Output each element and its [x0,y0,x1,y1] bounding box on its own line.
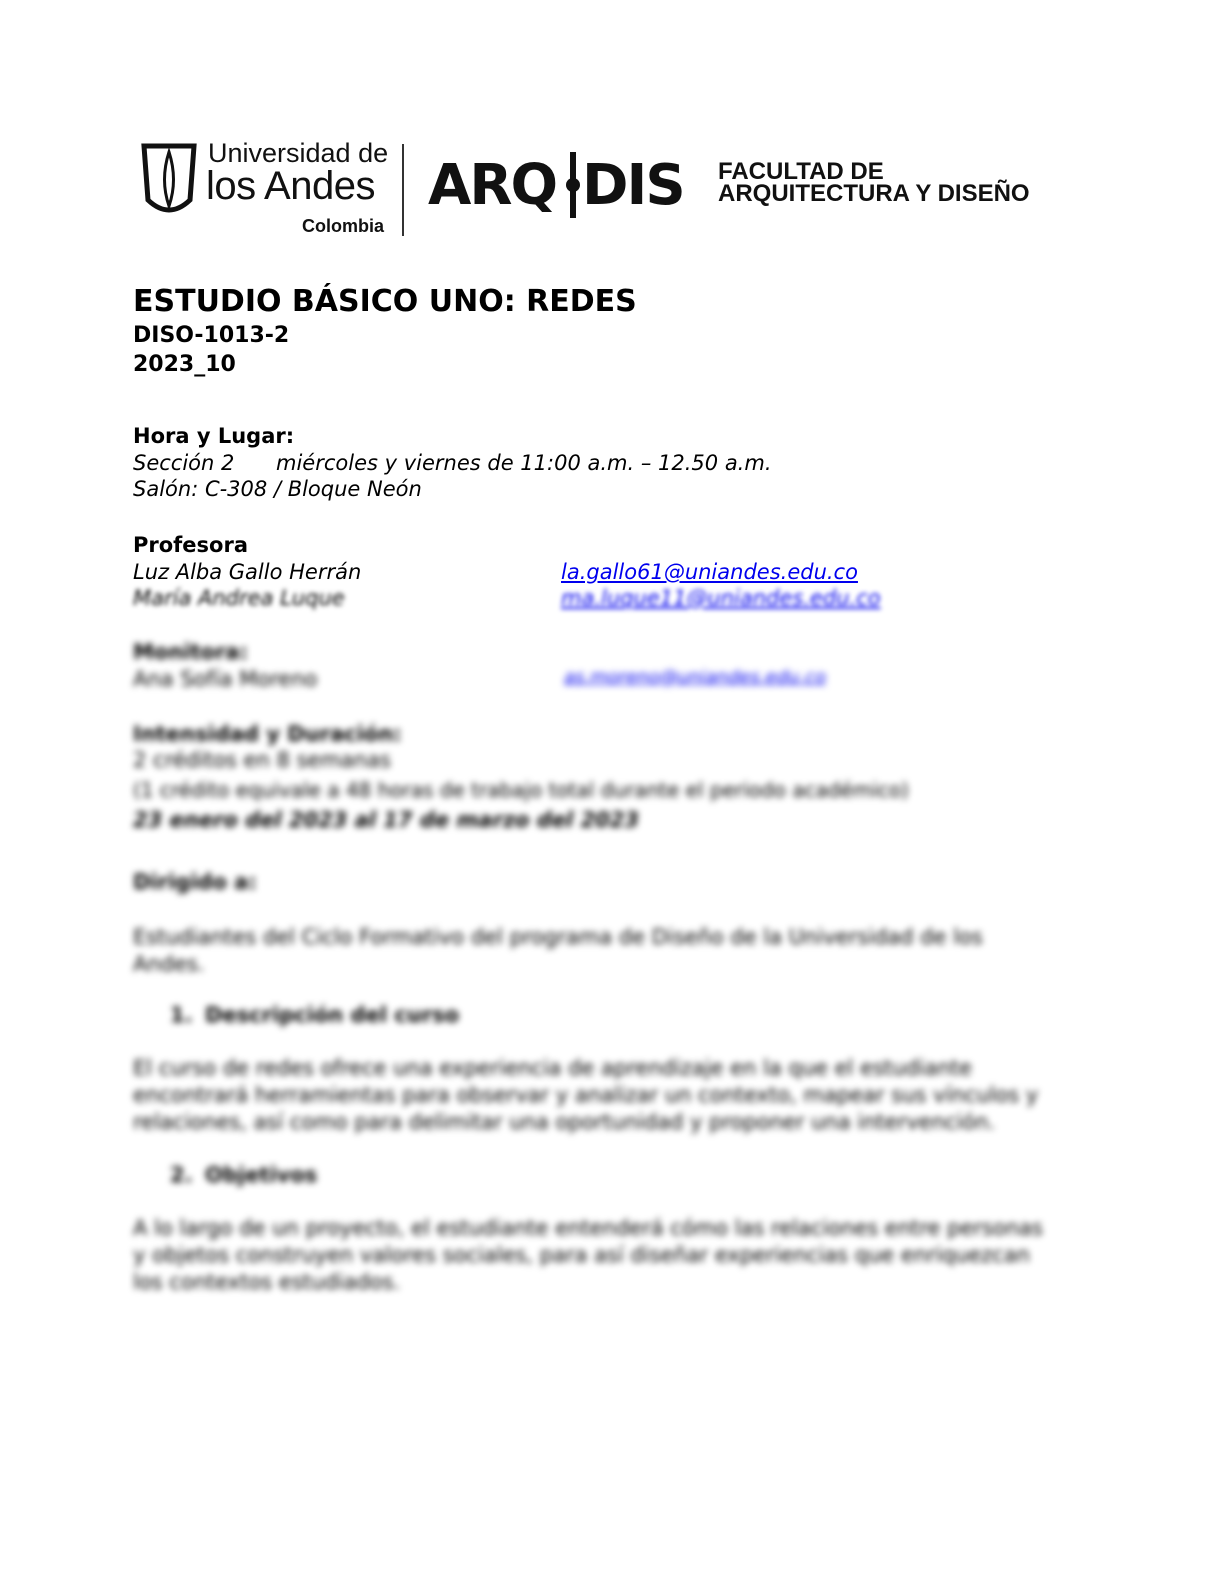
uniandes-name-line1: Universidad de [208,138,389,168]
professor-name: Luz Alba Gallo Herrán [133,560,362,584]
uniandes-country: Colombia [302,216,385,236]
professors-heading: Profesora [133,533,249,557]
professor-name: María Andrea Luque [133,586,345,610]
intensity-credit-note: (1 crédito equivale a 48 horas de trabajo total durante el periodo académico) [133,778,909,802]
arqdis-logo-left: ARQ [428,153,557,218]
audience-text: Estudiantes del Ciclo Formativo del programa de Diseño de la Universidad de los Andes. [133,925,983,976]
uniandes-name-line2: los Andes [206,164,375,208]
section-number: 1. [170,1003,193,1027]
arqdis-logo [428,152,703,222]
course-term: 2023_10 [133,352,236,377]
arqdis-logo-dot [566,178,580,192]
monitor-name: Ana Sofía Moreno [133,667,318,691]
schedule-time: miércoles y viernes de 11:00 a.m. – 12.50 a.m. [276,451,772,475]
professor-email-link[interactable]: ma.luque11@uniandes.edu.co [561,586,881,610]
header-divider [402,144,404,236]
schedule-room: Salón: C-308 / Bloque Neón [133,477,422,501]
schedule-section: Sección 2 [133,451,235,475]
intensity-dates: 23 enero del 2023 al 17 de marzo del 2023 [133,808,640,832]
section-text: A lo largo de un proyecto, el estudiante entenderá cómo las relaciones entre personas y objetos construyen valores sociales, para así diseñar experiencias que enriquezcan los contextos estudiados. [133,1216,1043,1294]
section-text: El curso de redes ofrece una experiencia de aprendizaje en la que el estudiante encontrará herramientas para observar y analizar un contexto, mapear sus vínculos y relaciones, así como para delimitar una oportunidad y proponer una intervención. [133,1056,1039,1134]
course-code: DISO-1013-2 [133,323,290,348]
document-header [138,138,1058,238]
professor-email-link[interactable]: la.gallo61@uniandes.edu.co [561,560,858,584]
audience-heading: Dirigido a: [133,870,257,894]
section-number: 2. [170,1163,193,1187]
intensity-credits: 2 créditos en 8 semanas [133,748,391,772]
faculty-name-line2: ARQUITECTURA Y DISEÑO [718,180,1030,207]
uniandes-shield-logo [138,140,200,220]
course-title: ESTUDIO BÁSICO UNO: REDES [133,284,637,319]
schedule-heading: Hora y Lugar: [133,424,295,448]
arqdis-logo-right: DIS [582,153,684,218]
monitor-heading: Monitora: [133,640,248,664]
section-heading: Objetivos [205,1163,318,1187]
intensity-heading: Intensidad y Duración: [133,722,402,746]
section-heading: Descripción del curso [205,1003,460,1027]
faculty-name-line1: FACULTAD DE [718,158,884,185]
monitor-email-link[interactable]: as.moreno@uniandes.edu.co [564,667,826,688]
